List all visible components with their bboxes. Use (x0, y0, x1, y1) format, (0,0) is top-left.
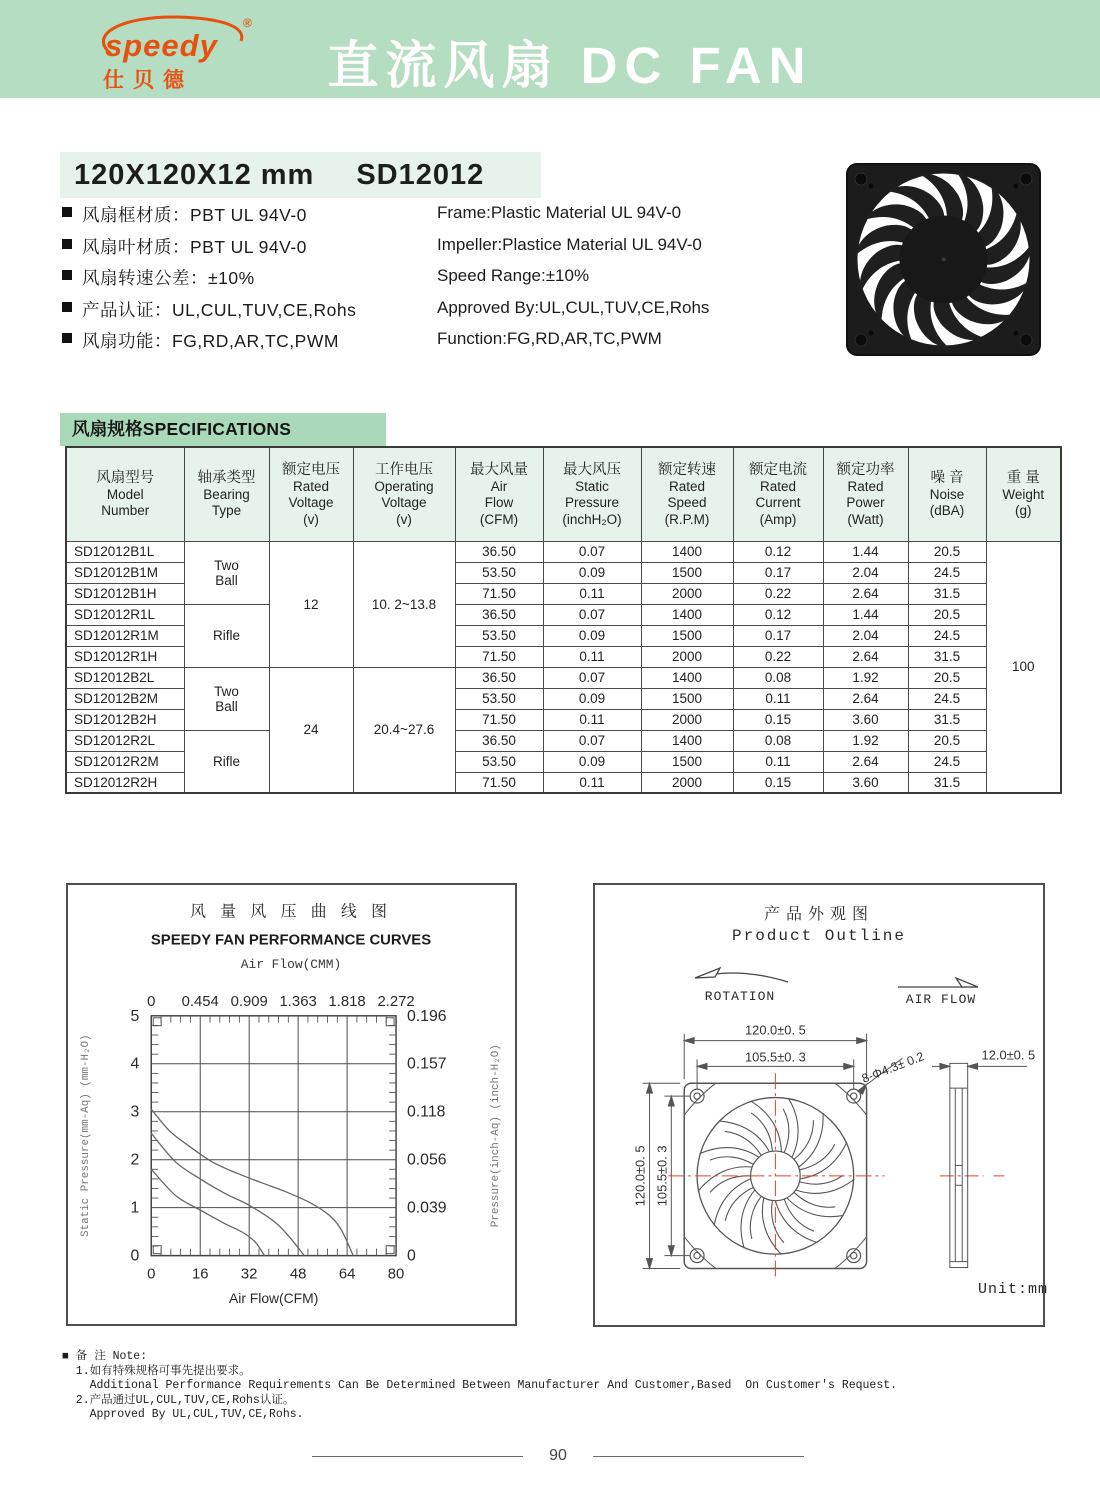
value-cell: 0.12 (733, 604, 823, 625)
column-header-en: Voltage (381, 495, 427, 510)
column-header-en: (inchH₂O) (562, 511, 622, 527)
fan-photo-image (845, 162, 1042, 357)
value-cell: 71.50 (455, 772, 543, 793)
feature-en: Function:FG,RD,AR,TC,PWM (437, 329, 662, 348)
value-cell: 1.92 (823, 667, 908, 688)
column-header (455, 447, 543, 541)
column-header (269, 447, 353, 541)
chart-left-axis-label: Static Pressure(mm-Aq) (mm-H₂O) (79, 1034, 92, 1238)
column-header-cn: 最大风量 (470, 461, 528, 478)
column-header (733, 447, 823, 541)
right-tick-label: 0.118 (406, 1103, 446, 1121)
dimension-lines (643, 1034, 1028, 1269)
value-cell: 53.50 (455, 625, 543, 646)
page-title: 直流风扇 DC FAN (327, 37, 813, 94)
value-cell: 36.50 (455, 667, 543, 688)
top-tick-label: 1.363 (279, 993, 317, 1010)
value-cell: 2000 (641, 583, 733, 604)
feature-cn: 风扇转速公差：±10% (82, 268, 255, 288)
value-cell: 0.09 (543, 688, 641, 709)
value-cell: 2.04 (823, 625, 908, 646)
note-line: 1.如有特殊规格可事先提出要求。 (62, 1364, 251, 1378)
table-row (66, 604, 1061, 625)
value-cell: 0.11 (543, 583, 641, 604)
chart-right-axis-label: Pressure(inch-Aq) (inch-H₂O) (490, 1044, 503, 1228)
column-header-en: Voltage (288, 495, 334, 510)
value-cell: 0.09 (543, 625, 641, 646)
value-cell: 3.60 (823, 772, 908, 793)
value-cell: 2.64 (823, 583, 908, 604)
feature-en: Approved By:UL,CUL,TUV,CE,Rohs (437, 297, 710, 317)
bottom-tick-label: 32 (240, 1266, 258, 1283)
left-tick-label: 1 (130, 1199, 140, 1217)
model-cell: SD12012B1M (66, 562, 184, 583)
outline-title-en: Product Outline (731, 927, 907, 945)
bottom-tick-label: 80 (387, 1266, 405, 1283)
rated-voltage-cell: 24 (269, 667, 353, 793)
chart-title-en: SPEEDY FAN PERFORMANCE CURVES (150, 932, 432, 949)
column-header (823, 447, 908, 541)
value-cell: 53.50 (455, 688, 543, 709)
value-cell: 3.60 (823, 709, 908, 730)
model-size: 120X120X12 mm (74, 159, 315, 191)
value-cell: 1400 (641, 541, 733, 562)
value-cell: 24.5 (908, 688, 986, 709)
bearing-type-cell: Rifle (184, 730, 269, 793)
model-cell: SD12012R2H (66, 772, 184, 793)
feature-cn: 风扇功能：FG,RD,AR,TC,PWM (82, 331, 339, 351)
dim-hole-note-label: 8-Φ4.3± 0.2 (859, 1049, 926, 1086)
top-tick-label: 0.909 (230, 993, 268, 1010)
table-row (66, 730, 1061, 751)
value-cell: 24.5 (908, 751, 986, 772)
value-cell: 0.15 (733, 709, 823, 730)
feature-row (62, 265, 842, 297)
value-cell: 20.5 (908, 604, 986, 625)
column-header (908, 447, 986, 541)
unit-label: Unit:mm (978, 1281, 1049, 1298)
model-cell: SD12012B1H (66, 583, 184, 604)
column-header-en: Flow (484, 495, 514, 510)
column-header-en: (dBA) (929, 503, 965, 519)
feature-row (62, 297, 842, 329)
value-cell: 2.64 (823, 751, 908, 772)
bottom-tick-label: 0 (147, 1266, 156, 1283)
table-row (66, 667, 1061, 688)
header-band (0, 0, 1100, 98)
note-line: ■ 备 注 Note: (62, 1350, 148, 1363)
column-header-en: Noise (929, 486, 965, 502)
left-tick-label: 0 (130, 1247, 140, 1265)
notes-block (62, 1350, 897, 1423)
value-cell: 0.09 (543, 562, 641, 583)
brand-wordmark: speedy (105, 28, 218, 63)
column-header-en: Rated (292, 478, 330, 494)
column-header-cn: 额定电压 (282, 461, 340, 478)
value-cell: 0.17 (733, 562, 823, 583)
footer-rule-left (312, 1456, 523, 1457)
model-cell: SD12012R1M (66, 625, 184, 646)
outline-drawing (595, 885, 1043, 1325)
dim-holes-v-label: 105.5±0. 3 (654, 1145, 670, 1207)
bullet-square-icon (62, 270, 72, 280)
model-cell: SD12012B2H (66, 709, 184, 730)
airflow-label: AIR FLOW (905, 992, 977, 1007)
page-number: 90 (549, 1447, 567, 1464)
column-header-en: (Watt) (847, 511, 884, 527)
feature-row (62, 328, 842, 360)
value-cell: 24.5 (908, 562, 986, 583)
value-cell: 71.50 (455, 709, 543, 730)
value-cell: 31.5 (908, 583, 986, 604)
value-cell: 1400 (641, 667, 733, 688)
value-cell: 1500 (641, 562, 733, 583)
column-header-en: Air (490, 478, 508, 494)
value-cell: 1500 (641, 625, 733, 646)
value-cell: 20.5 (908, 730, 986, 751)
right-tick-label: 0.157 (406, 1055, 447, 1073)
top-tick-label: 2.272 (377, 993, 415, 1010)
rated-voltage-cell: 12 (269, 541, 353, 667)
column-header-en: Type (211, 503, 242, 519)
performance-curve-lower-curve (151, 1169, 264, 1255)
value-cell: 0.07 (543, 541, 641, 562)
column-header-en: Bearing (203, 486, 250, 502)
column-header-cn: 重 量 (1006, 469, 1040, 486)
value-cell: 31.5 (908, 772, 986, 793)
column-header-en: Number (101, 503, 150, 519)
column-header-cn: 噪 音 (930, 469, 964, 486)
value-cell: 2.04 (823, 562, 908, 583)
bullet-square-icon (62, 333, 72, 343)
chart-top-axis-label: Air Flow(CMM) (240, 957, 342, 973)
value-cell: 0.07 (543, 730, 641, 751)
value-cell: 0.11 (733, 688, 823, 709)
value-cell: 20.5 (908, 541, 986, 562)
model-cell: SD12012B1L (66, 541, 184, 562)
spec-table (65, 446, 1062, 794)
outline-title-cn: 产品外观图 (763, 906, 874, 923)
value-cell: 36.50 (455, 604, 543, 625)
value-cell: 0.12 (733, 541, 823, 562)
dim-height-label: 120.0±0. 5 (632, 1145, 648, 1207)
note-line: Approved By UL,CUL,TUV,CE,Rohs. (62, 1408, 304, 1421)
feature-cn: 风扇叶材质：PBT UL 94V-0 (82, 236, 307, 257)
right-tick-label: 0 (406, 1247, 416, 1265)
column-header-en: Rated (668, 478, 706, 494)
model-number: SD12012 (356, 159, 485, 191)
value-cell: 1500 (641, 751, 733, 772)
top-tick-label: 0.454 (181, 993, 219, 1010)
model-cell: SD12012R2L (66, 730, 184, 751)
bullet-square-icon (62, 302, 72, 312)
centerlines (668, 1073, 1004, 1279)
table-row (66, 541, 1061, 562)
bullet-square-icon (62, 239, 72, 249)
column-header-cn: 额定功率 (836, 461, 895, 478)
column-header-en: (Amp) (759, 511, 797, 527)
column-header-en: Pressure (564, 495, 620, 510)
value-cell: 0.11 (543, 646, 641, 667)
right-tick-label: 0.196 (406, 1007, 447, 1025)
dim-thickness-label: 12.0±0. 5 (981, 1047, 1036, 1063)
value-cell: 53.50 (455, 751, 543, 772)
column-header-en: (v) (303, 511, 319, 527)
left-tick-label: 3 (130, 1103, 140, 1121)
column-header-en: Operating (374, 478, 434, 494)
rotation-label: ROTATION (704, 989, 776, 1004)
top-tick-label: 0 (147, 993, 156, 1010)
performance-curve-upper-curve (151, 1109, 353, 1255)
column-header-en: (CFM) (479, 511, 519, 527)
left-tick-label: 4 (130, 1055, 140, 1073)
chart-title-cn: 风 量 风 压 曲 线 图 (190, 903, 392, 921)
model-title-bar (60, 152, 541, 198)
column-header-en: Power (846, 495, 885, 510)
feature-list (62, 202, 842, 360)
column-header-en: Speed (667, 495, 707, 510)
dim-holes-label: 105.5±0. 3 (745, 1049, 806, 1065)
product-outline-panel (593, 883, 1049, 1327)
value-cell: 71.50 (455, 646, 543, 667)
feature-en: Speed Range:±10% (437, 266, 590, 285)
value-cell: 2000 (641, 772, 733, 793)
column-header (641, 447, 733, 541)
value-cell: 0.08 (733, 730, 823, 751)
feature-row (62, 202, 842, 234)
left-tick-label: 5 (130, 1007, 140, 1025)
model-cell: SD12012B2L (66, 667, 184, 688)
left-tick-label: 2 (130, 1151, 140, 1169)
feature-cn: 产品认证：UL,CUL,TUV,CE,Rohs (82, 299, 357, 320)
value-cell: 36.50 (455, 541, 543, 562)
column-header (184, 447, 269, 541)
value-cell: 2.64 (823, 688, 908, 709)
value-cell: 1400 (641, 730, 733, 751)
value-cell: 0.11 (543, 772, 641, 793)
bottom-tick-label: 16 (191, 1266, 209, 1283)
column-header-en: Static (575, 478, 609, 494)
column-header-en: Rated (759, 478, 797, 494)
value-cell: 0.09 (543, 751, 641, 772)
column-header-en: Weight (1002, 486, 1045, 502)
model-cell: SD12012R1H (66, 646, 184, 667)
column-header (543, 447, 641, 541)
value-cell: 31.5 (908, 646, 986, 667)
value-cell: 36.50 (455, 730, 543, 751)
value-cell: 0.17 (733, 625, 823, 646)
column-header-cn: 额定转速 (658, 461, 716, 478)
column-header (66, 447, 184, 541)
column-header-en: (g) (1015, 503, 1032, 519)
value-cell: 2000 (641, 709, 733, 730)
column-header-cn: 轴承类型 (197, 469, 256, 486)
registered-trademark-icon: ® (243, 16, 252, 30)
performance-chart-svg (68, 885, 515, 1324)
value-cell: 0.11 (733, 751, 823, 772)
column-header-cn: 工作电压 (375, 461, 433, 478)
column-header (353, 447, 455, 541)
footer-rule-right (593, 1456, 804, 1457)
feature-cn: 风扇框材质：PBT UL 94V-0 (82, 205, 307, 225)
column-header-en: (v) (396, 511, 412, 527)
value-cell: 2.64 (823, 646, 908, 667)
value-cell: 53.50 (455, 562, 543, 583)
bottom-tick-label: 48 (289, 1266, 307, 1283)
right-tick-label: 0.039 (406, 1199, 447, 1217)
bullet-square-icon (62, 207, 72, 217)
model-title (74, 152, 484, 198)
value-cell: 1.44 (823, 604, 908, 625)
note-line: Additional Performance Requirements Can Be Determined Between Manufacturer And Customer,Based On Customer's Request. (62, 1379, 898, 1392)
column-header-cn: 最大风压 (563, 461, 621, 478)
feature-en: Frame:Plastic Material UL 94V-0 (437, 203, 682, 222)
note-line: 2.产品通过UL,CUL,TUV,CE,Rohs认证。 (62, 1393, 295, 1407)
chart-bottom-axis-label: Air Flow(CFM) (228, 1290, 319, 1307)
value-cell: 0.07 (543, 604, 641, 625)
spec-section-tab: 风扇规格SPECIFICATIONS (60, 413, 386, 446)
value-cell: 2000 (641, 646, 733, 667)
column-header (986, 447, 1061, 541)
value-cell: 31.5 (908, 709, 986, 730)
value-cell: 0.07 (543, 667, 641, 688)
bottom-tick-label: 64 (338, 1266, 356, 1283)
operating-voltage-cell: 20.4~27.6 (353, 667, 455, 793)
right-tick-label: 0.056 (406, 1151, 447, 1169)
feature-row (62, 234, 842, 266)
bearing-type-cell: Two Ball (184, 667, 269, 730)
feature-en: Impeller:Plastice Material UL 94V-0 (437, 234, 702, 254)
column-header-cn: 风扇型号 (96, 469, 155, 486)
column-header-en: Rated (847, 478, 884, 494)
dim-width-label: 120.0±0. 5 (745, 1022, 806, 1038)
value-cell: 0.11 (543, 709, 641, 730)
value-cell: 0.15 (733, 772, 823, 793)
value-cell: 1400 (641, 604, 733, 625)
value-cell: 0.22 (733, 583, 823, 604)
operating-voltage-cell: 10. 2~13.8 (353, 541, 455, 667)
value-cell: 0.22 (733, 646, 823, 667)
model-cell: SD12012R2M (66, 751, 184, 772)
value-cell: 71.50 (455, 583, 543, 604)
value-cell: 0.08 (733, 667, 823, 688)
brand-cn-name: 仕贝德 (103, 69, 193, 92)
value-cell: 20.5 (908, 667, 986, 688)
bearing-type-cell: Rifle (184, 604, 269, 667)
model-cell: SD12012B2M (66, 688, 184, 709)
model-cell: SD12012R1L (66, 604, 184, 625)
column-header-en: Current (755, 495, 801, 510)
bearing-type-cell: Two Ball (184, 541, 269, 604)
weight-cell: 100 (986, 541, 1061, 793)
footer (312, 1447, 804, 1465)
value-cell: 24.5 (908, 625, 986, 646)
column-header-en: Model (106, 486, 144, 502)
value-cell: 1.92 (823, 730, 908, 751)
value-cell: 1500 (641, 688, 733, 709)
column-header-en: (R.P.M) (664, 511, 710, 527)
performance-chart-panel (66, 883, 517, 1326)
value-cell: 1.44 (823, 541, 908, 562)
top-tick-label: 1.818 (328, 993, 366, 1010)
column-header-cn: 额定电流 (749, 461, 807, 478)
